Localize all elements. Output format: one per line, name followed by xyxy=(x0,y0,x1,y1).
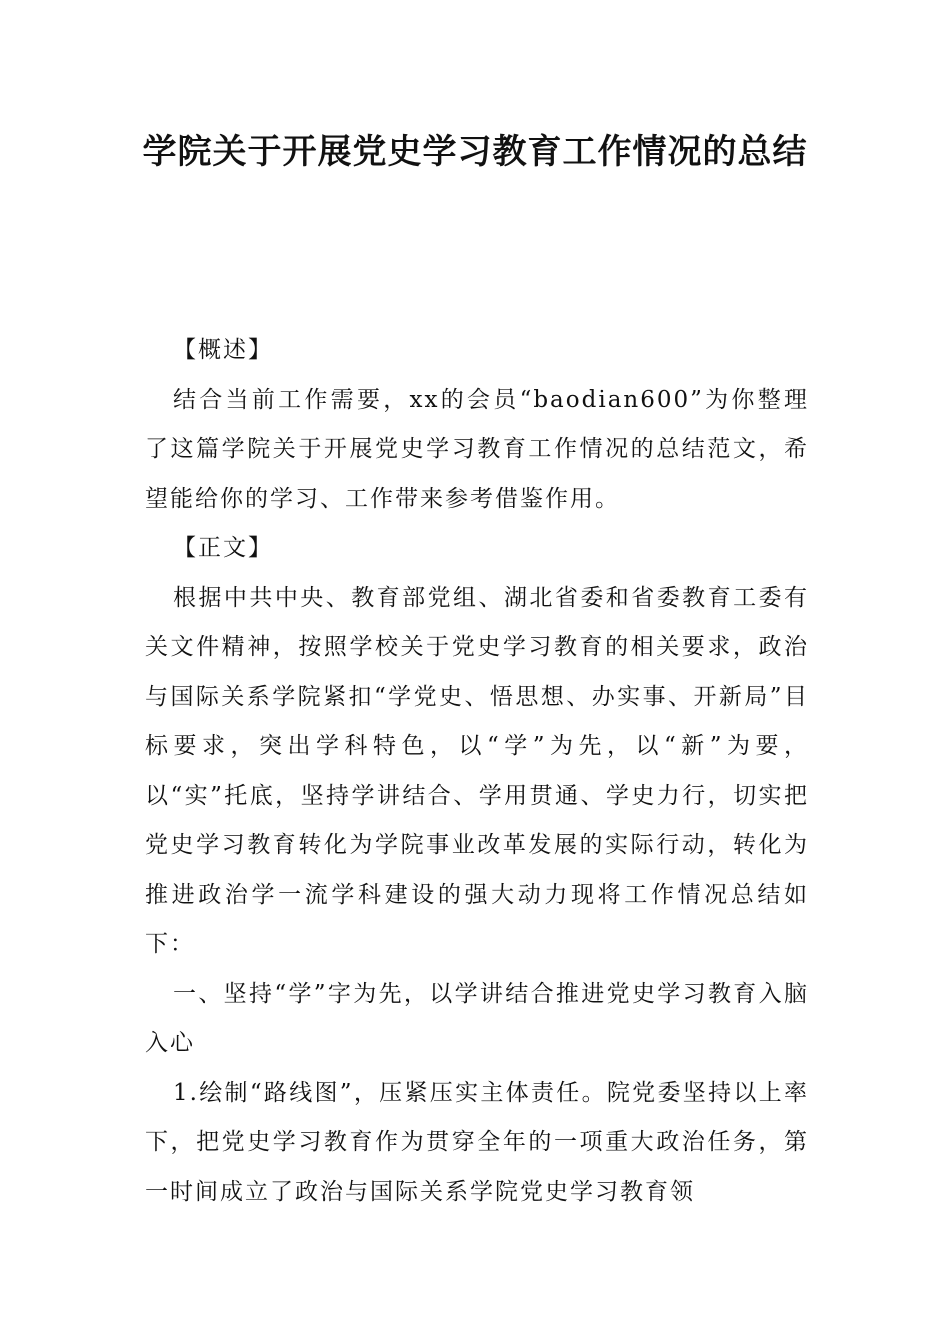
document-title: 学院关于开展党史学习教育工作情况的总结 xyxy=(142,132,808,172)
section-one-heading: 一、坚持“学”字为先，以学讲结合推进党史学习教育入脑入心 xyxy=(145,980,809,1056)
overview-paragraph: 结合当前工作需要，xx的会员“baodian600”为你整理了这篇学院关于开展党史学习教育工作情况的总结范文，希望能给你的学习、工作带来参考借鉴作用。 xyxy=(145,386,809,512)
overview-label: 【概述】 xyxy=(173,337,273,363)
item-one-paragraph: 1.绘制“路线图”，压紧压实主体责任。院党委坚持以上率下，把党史学习教育作为贯穿全年的一项重大政治任务，第一时间成立了政治与国际关系学院党史学习教育领 xyxy=(145,1079,809,1205)
intro-paragraph: 根据中共中央、教育部党组、湖北省委和省委教育工委有关文件精神，按照学校关于党史学习教育的相关要求，政治与国际关系学院紧扣“学党史、悟思想、办实事、开新局”目标要求，突出学科特色，以“学”为先，以“新”为要，以“实”托底，坚持学讲结合、学用贯通、学史力行，切实把党史学习教育转化为学院事业改革发展的实际行动，转化为推进政治学一流学科建设的强大动力现将工作情况总结如下： xyxy=(145,584,809,957)
main-text-label: 【正文】 xyxy=(173,535,273,561)
document-body xyxy=(145,326,809,1217)
